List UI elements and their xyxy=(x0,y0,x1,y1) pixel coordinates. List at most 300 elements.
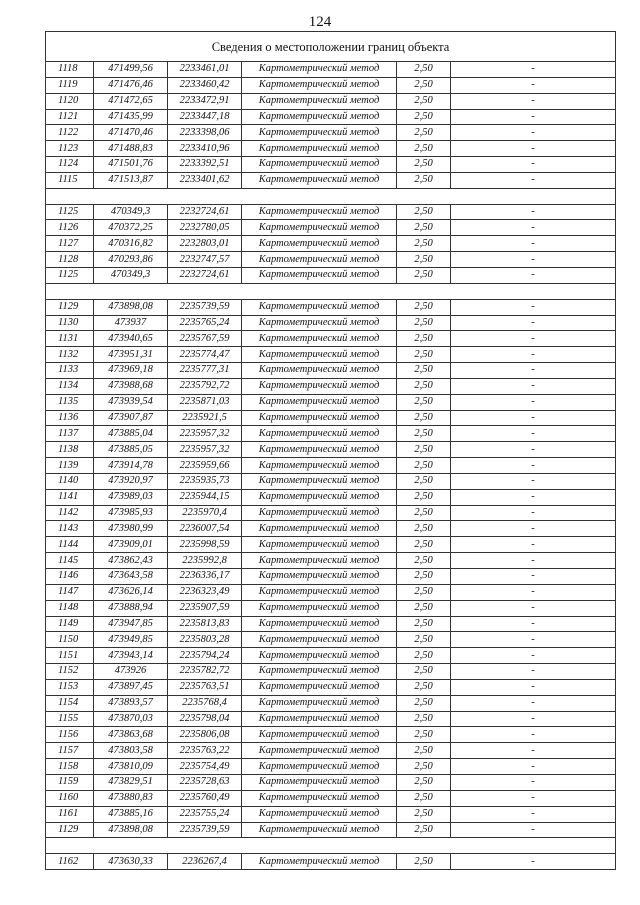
coord-x-cell: 473829,51 xyxy=(94,774,168,790)
table-row xyxy=(46,648,616,664)
table-row xyxy=(46,505,616,521)
coord-y-cell: 2235792,72 xyxy=(168,378,242,394)
method-cell: Картометрический метод xyxy=(242,378,397,394)
point-number-cell: 1129 xyxy=(46,299,94,315)
coord-x-cell: 471488,83 xyxy=(94,141,168,157)
coord-y-cell: 2236336,17 xyxy=(168,569,242,585)
coord-x-cell: 473893,57 xyxy=(94,695,168,711)
method-cell: Картометрический метод xyxy=(242,774,397,790)
coord-x-cell: 473643,58 xyxy=(94,569,168,585)
accuracy-cell: 2,50 xyxy=(397,854,451,870)
accuracy-cell: 2,50 xyxy=(397,252,451,268)
description-cell: - xyxy=(451,331,616,347)
accuracy-cell: 2,50 xyxy=(397,743,451,759)
point-number-cell: 1145 xyxy=(46,553,94,569)
point-number-cell: 1141 xyxy=(46,489,94,505)
table-row xyxy=(46,442,616,458)
point-number-cell: 1144 xyxy=(46,537,94,553)
description-cell: - xyxy=(451,553,616,569)
group-separator xyxy=(46,283,616,299)
description-cell: - xyxy=(451,458,616,474)
table-row xyxy=(46,806,616,822)
method-cell: Картометрический метод xyxy=(242,204,397,220)
method-cell: Картометрический метод xyxy=(242,553,397,569)
table-row xyxy=(46,537,616,553)
coord-y-cell: 2235739,59 xyxy=(168,299,242,315)
table-row xyxy=(46,93,616,109)
description-cell: - xyxy=(451,759,616,775)
point-number-cell: 1129 xyxy=(46,822,94,838)
boundary-table xyxy=(45,31,616,870)
description-cell: - xyxy=(451,584,616,600)
description-cell: - xyxy=(451,473,616,489)
coord-x-cell: 473951,31 xyxy=(94,347,168,363)
method-cell: Картометрический метод xyxy=(242,157,397,173)
table-row xyxy=(46,711,616,727)
description-cell: - xyxy=(451,378,616,394)
coord-x-cell: 471476,46 xyxy=(94,77,168,93)
table-row xyxy=(46,141,616,157)
point-number-cell: 1125 xyxy=(46,267,94,283)
coord-x-cell: 470316,82 xyxy=(94,236,168,252)
coord-x-cell: 470349,3 xyxy=(94,204,168,220)
accuracy-cell: 2,50 xyxy=(397,695,451,711)
method-cell: Картометрический метод xyxy=(242,458,397,474)
coord-x-cell: 471435,99 xyxy=(94,109,168,125)
point-number-cell: 1132 xyxy=(46,347,94,363)
coord-y-cell: 2235944,15 xyxy=(168,489,242,505)
coord-x-cell: 473940,65 xyxy=(94,331,168,347)
description-cell: - xyxy=(451,252,616,268)
description-cell: - xyxy=(451,806,616,822)
point-number-cell: 1162 xyxy=(46,854,94,870)
table-row xyxy=(46,854,616,870)
method-cell: Картометрический метод xyxy=(242,394,397,410)
point-number-cell: 1148 xyxy=(46,600,94,616)
accuracy-cell: 2,50 xyxy=(397,77,451,93)
accuracy-cell: 2,50 xyxy=(397,759,451,775)
method-cell: Картометрический метод xyxy=(242,521,397,537)
method-cell: Картометрический метод xyxy=(242,442,397,458)
point-number-cell: 1152 xyxy=(46,664,94,680)
point-number-cell: 1151 xyxy=(46,648,94,664)
point-number-cell: 1122 xyxy=(46,125,94,141)
coord-y-cell: 2235768,4 xyxy=(168,695,242,711)
point-number-cell: 1160 xyxy=(46,790,94,806)
table-row xyxy=(46,521,616,537)
coord-x-cell: 471513,87 xyxy=(94,172,168,188)
coord-y-cell: 2233398,06 xyxy=(168,125,242,141)
coord-x-cell: 471470,46 xyxy=(94,125,168,141)
table-row xyxy=(46,679,616,695)
coord-y-cell: 2235871,03 xyxy=(168,394,242,410)
method-cell: Картометрический метод xyxy=(242,489,397,505)
table-title: Сведения о местоположении границ объекта xyxy=(46,32,616,62)
accuracy-cell: 2,50 xyxy=(397,679,451,695)
accuracy-cell: 2,50 xyxy=(397,378,451,394)
accuracy-cell: 2,50 xyxy=(397,505,451,521)
coord-y-cell: 2232724,61 xyxy=(168,267,242,283)
method-cell: Картометрический метод xyxy=(242,679,397,695)
accuracy-cell: 2,50 xyxy=(397,426,451,442)
coord-y-cell: 2235777,31 xyxy=(168,363,242,379)
coord-x-cell: 473988,68 xyxy=(94,378,168,394)
description-cell: - xyxy=(451,267,616,283)
point-number-cell: 1126 xyxy=(46,220,94,236)
group-separator-row xyxy=(46,838,616,854)
coord-x-cell: 473803,58 xyxy=(94,743,168,759)
point-number-cell: 1135 xyxy=(46,394,94,410)
coord-x-cell: 470372,25 xyxy=(94,220,168,236)
point-number-cell: 1138 xyxy=(46,442,94,458)
table-header-row xyxy=(46,32,616,62)
table-row xyxy=(46,426,616,442)
table-row xyxy=(46,157,616,173)
point-number-cell: 1134 xyxy=(46,378,94,394)
method-cell: Картометрический метод xyxy=(242,267,397,283)
description-cell: - xyxy=(451,426,616,442)
group-separator-row xyxy=(46,188,616,204)
description-cell: - xyxy=(451,743,616,759)
description-cell: - xyxy=(451,854,616,870)
description-cell: - xyxy=(451,394,616,410)
coord-x-cell: 473909,01 xyxy=(94,537,168,553)
accuracy-cell: 2,50 xyxy=(397,141,451,157)
coord-x-cell: 473810,09 xyxy=(94,759,168,775)
coord-y-cell: 2233447,18 xyxy=(168,109,242,125)
accuracy-cell: 2,50 xyxy=(397,220,451,236)
coord-x-cell: 473989,03 xyxy=(94,489,168,505)
description-cell: - xyxy=(451,141,616,157)
method-cell: Картометрический метод xyxy=(242,299,397,315)
point-number-cell: 1136 xyxy=(46,410,94,426)
point-number-cell: 1153 xyxy=(46,679,94,695)
method-cell: Картометрический метод xyxy=(242,616,397,632)
coord-y-cell: 2236007,54 xyxy=(168,521,242,537)
method-cell: Картометрический метод xyxy=(242,172,397,188)
description-cell: - xyxy=(451,521,616,537)
coord-y-cell: 2235765,24 xyxy=(168,315,242,331)
accuracy-cell: 2,50 xyxy=(397,442,451,458)
point-number-cell: 1161 xyxy=(46,806,94,822)
method-cell: Картометрический метод xyxy=(242,331,397,347)
method-cell: Картометрический метод xyxy=(242,695,397,711)
accuracy-cell: 2,50 xyxy=(397,569,451,585)
method-cell: Картометрический метод xyxy=(242,743,397,759)
coord-x-cell: 473888,94 xyxy=(94,600,168,616)
accuracy-cell: 2,50 xyxy=(397,236,451,252)
description-cell: - xyxy=(451,822,616,838)
point-number-cell: 1154 xyxy=(46,695,94,711)
coord-y-cell: 2235806,08 xyxy=(168,727,242,743)
table-row xyxy=(46,616,616,632)
coord-y-cell: 2235728,63 xyxy=(168,774,242,790)
coord-x-cell: 473862,43 xyxy=(94,553,168,569)
description-cell: - xyxy=(451,299,616,315)
description-cell: - xyxy=(451,172,616,188)
accuracy-cell: 2,50 xyxy=(397,363,451,379)
point-number-cell: 1137 xyxy=(46,426,94,442)
coord-x-cell: 473947,85 xyxy=(94,616,168,632)
coord-y-cell: 2235739,59 xyxy=(168,822,242,838)
point-number-cell: 1118 xyxy=(46,62,94,78)
point-number-cell: 1121 xyxy=(46,109,94,125)
description-cell: - xyxy=(451,347,616,363)
table-row xyxy=(46,109,616,125)
method-cell: Картометрический метод xyxy=(242,505,397,521)
method-cell: Картометрический метод xyxy=(242,236,397,252)
description-cell: - xyxy=(451,695,616,711)
description-cell: - xyxy=(451,537,616,553)
point-number-cell: 1149 xyxy=(46,616,94,632)
method-cell: Картометрический метод xyxy=(242,426,397,442)
description-cell: - xyxy=(451,363,616,379)
coord-y-cell: 2235774,47 xyxy=(168,347,242,363)
point-number-cell: 1159 xyxy=(46,774,94,790)
coord-x-cell: 470293,86 xyxy=(94,252,168,268)
point-number-cell: 1157 xyxy=(46,743,94,759)
point-number-cell: 1128 xyxy=(46,252,94,268)
description-cell: - xyxy=(451,220,616,236)
table-row xyxy=(46,569,616,585)
table-row xyxy=(46,458,616,474)
point-number-cell: 1156 xyxy=(46,727,94,743)
method-cell: Картометрический метод xyxy=(242,632,397,648)
method-cell: Картометрический метод xyxy=(242,109,397,125)
point-number-cell: 1125 xyxy=(46,204,94,220)
accuracy-cell: 2,50 xyxy=(397,632,451,648)
accuracy-cell: 2,50 xyxy=(397,473,451,489)
coord-y-cell: 2235798,04 xyxy=(168,711,242,727)
point-number-cell: 1124 xyxy=(46,157,94,173)
description-cell: - xyxy=(451,632,616,648)
description-cell: - xyxy=(451,410,616,426)
coord-y-cell: 2235921,5 xyxy=(168,410,242,426)
method-cell: Картометрический метод xyxy=(242,727,397,743)
coord-x-cell: 473880,83 xyxy=(94,790,168,806)
point-number-cell: 1131 xyxy=(46,331,94,347)
method-cell: Картометрический метод xyxy=(242,315,397,331)
description-cell: - xyxy=(451,315,616,331)
table-row xyxy=(46,759,616,775)
coord-y-cell: 2235767,59 xyxy=(168,331,242,347)
table-row xyxy=(46,172,616,188)
method-cell: Картометрический метод xyxy=(242,93,397,109)
coord-y-cell: 2235935,73 xyxy=(168,473,242,489)
table-row xyxy=(46,315,616,331)
point-number-cell: 1130 xyxy=(46,315,94,331)
method-cell: Картометрический метод xyxy=(242,252,397,268)
coord-x-cell: 473907,87 xyxy=(94,410,168,426)
coord-y-cell: 2235970,4 xyxy=(168,505,242,521)
method-cell: Картометрический метод xyxy=(242,141,397,157)
table-row xyxy=(46,584,616,600)
description-cell: - xyxy=(451,711,616,727)
coord-y-cell: 2233401,62 xyxy=(168,172,242,188)
table-row xyxy=(46,822,616,838)
accuracy-cell: 2,50 xyxy=(397,267,451,283)
point-number-cell: 1123 xyxy=(46,141,94,157)
description-cell: - xyxy=(451,774,616,790)
table-row xyxy=(46,267,616,283)
accuracy-cell: 2,50 xyxy=(397,109,451,125)
coord-x-cell: 471501,76 xyxy=(94,157,168,173)
method-cell: Картометрический метод xyxy=(242,711,397,727)
table-row xyxy=(46,252,616,268)
accuracy-cell: 2,50 xyxy=(397,458,451,474)
accuracy-cell: 2,50 xyxy=(397,410,451,426)
coord-y-cell: 2232747,57 xyxy=(168,252,242,268)
point-number-cell: 1139 xyxy=(46,458,94,474)
accuracy-cell: 2,50 xyxy=(397,62,451,78)
coord-x-cell: 473914,78 xyxy=(94,458,168,474)
table-row xyxy=(46,62,616,78)
table-row xyxy=(46,410,616,426)
point-number-cell: 1119 xyxy=(46,77,94,93)
accuracy-cell: 2,50 xyxy=(397,648,451,664)
coord-y-cell: 2235803,28 xyxy=(168,632,242,648)
accuracy-cell: 2,50 xyxy=(397,125,451,141)
coord-x-cell: 473870,03 xyxy=(94,711,168,727)
table-row xyxy=(46,600,616,616)
accuracy-cell: 2,50 xyxy=(397,774,451,790)
group-separator-row xyxy=(46,283,616,299)
table-row xyxy=(46,743,616,759)
group-separator xyxy=(46,838,616,854)
description-cell: - xyxy=(451,790,616,806)
table-row xyxy=(46,220,616,236)
accuracy-cell: 2,50 xyxy=(397,537,451,553)
coord-y-cell: 2233410,96 xyxy=(168,141,242,157)
coord-x-cell: 473949,85 xyxy=(94,632,168,648)
description-cell: - xyxy=(451,125,616,141)
description-cell: - xyxy=(451,505,616,521)
coord-y-cell: 2235760,49 xyxy=(168,790,242,806)
method-cell: Картометрический метод xyxy=(242,220,397,236)
point-number-cell: 1150 xyxy=(46,632,94,648)
description-cell: - xyxy=(451,489,616,505)
point-number-cell: 1155 xyxy=(46,711,94,727)
description-cell: - xyxy=(451,569,616,585)
table-row xyxy=(46,473,616,489)
coord-y-cell: 2235763,22 xyxy=(168,743,242,759)
method-cell: Картометрический метод xyxy=(242,854,397,870)
table-row xyxy=(46,774,616,790)
coord-y-cell: 2235998,59 xyxy=(168,537,242,553)
table-row xyxy=(46,363,616,379)
coord-y-cell: 2236323,49 xyxy=(168,584,242,600)
table-row xyxy=(46,331,616,347)
coord-x-cell: 473898,08 xyxy=(94,822,168,838)
description-cell: - xyxy=(451,616,616,632)
coord-x-cell: 473863,68 xyxy=(94,727,168,743)
point-number-cell: 1158 xyxy=(46,759,94,775)
accuracy-cell: 2,50 xyxy=(397,790,451,806)
coord-x-cell: 473980,99 xyxy=(94,521,168,537)
accuracy-cell: 2,50 xyxy=(397,299,451,315)
method-cell: Картометрический метод xyxy=(242,125,397,141)
coord-x-cell: 470349,3 xyxy=(94,267,168,283)
coord-y-cell: 2235957,32 xyxy=(168,426,242,442)
accuracy-cell: 2,50 xyxy=(397,822,451,838)
accuracy-cell: 2,50 xyxy=(397,93,451,109)
coord-x-cell: 471499,56 xyxy=(94,62,168,78)
table-row xyxy=(46,125,616,141)
table-row xyxy=(46,489,616,505)
accuracy-cell: 2,50 xyxy=(397,616,451,632)
table-row xyxy=(46,727,616,743)
table-row xyxy=(46,553,616,569)
point-number-cell: 1146 xyxy=(46,569,94,585)
description-cell: - xyxy=(451,648,616,664)
coord-x-cell: 473939,54 xyxy=(94,394,168,410)
coord-x-cell: 473985,93 xyxy=(94,505,168,521)
accuracy-cell: 2,50 xyxy=(397,521,451,537)
coord-y-cell: 2235755,24 xyxy=(168,806,242,822)
coord-y-cell: 2233460,42 xyxy=(168,77,242,93)
accuracy-cell: 2,50 xyxy=(397,204,451,220)
coord-y-cell: 2232780,05 xyxy=(168,220,242,236)
coord-y-cell: 2235959,66 xyxy=(168,458,242,474)
method-cell: Картометрический метод xyxy=(242,569,397,585)
description-cell: - xyxy=(451,664,616,680)
accuracy-cell: 2,50 xyxy=(397,664,451,680)
coord-x-cell: 473885,04 xyxy=(94,426,168,442)
point-number-cell: 1140 xyxy=(46,473,94,489)
table-row xyxy=(46,299,616,315)
table-row xyxy=(46,378,616,394)
accuracy-cell: 2,50 xyxy=(397,806,451,822)
accuracy-cell: 2,50 xyxy=(397,711,451,727)
point-number-cell: 1147 xyxy=(46,584,94,600)
method-cell: Картометрический метод xyxy=(242,759,397,775)
coord-y-cell: 2235813,83 xyxy=(168,616,242,632)
coord-x-cell: 473885,16 xyxy=(94,806,168,822)
table-body xyxy=(46,32,616,870)
coord-y-cell: 2235957,32 xyxy=(168,442,242,458)
point-number-cell: 1120 xyxy=(46,93,94,109)
coord-x-cell: 473920,97 xyxy=(94,473,168,489)
table-row xyxy=(46,347,616,363)
table-row xyxy=(46,204,616,220)
coord-x-cell: 473969,18 xyxy=(94,363,168,379)
method-cell: Картометрический метод xyxy=(242,363,397,379)
method-cell: Картометрический метод xyxy=(242,347,397,363)
table-row xyxy=(46,790,616,806)
accuracy-cell: 2,50 xyxy=(397,489,451,505)
method-cell: Картометрический метод xyxy=(242,410,397,426)
accuracy-cell: 2,50 xyxy=(397,394,451,410)
coord-x-cell: 473626,14 xyxy=(94,584,168,600)
method-cell: Картометрический метод xyxy=(242,790,397,806)
description-cell: - xyxy=(451,157,616,173)
accuracy-cell: 2,50 xyxy=(397,315,451,331)
method-cell: Картометрический метод xyxy=(242,537,397,553)
description-cell: - xyxy=(451,93,616,109)
coord-y-cell: 2235907,59 xyxy=(168,600,242,616)
method-cell: Картометрический метод xyxy=(242,600,397,616)
coord-x-cell: 473937 xyxy=(94,315,168,331)
method-cell: Картометрический метод xyxy=(242,77,397,93)
coord-x-cell: 473885,05 xyxy=(94,442,168,458)
coord-x-cell: 473926 xyxy=(94,664,168,680)
coord-x-cell: 471472,65 xyxy=(94,93,168,109)
accuracy-cell: 2,50 xyxy=(397,584,451,600)
method-cell: Картометрический метод xyxy=(242,648,397,664)
method-cell: Картометрический метод xyxy=(242,806,397,822)
coord-x-cell: 473943,14 xyxy=(94,648,168,664)
description-cell: - xyxy=(451,600,616,616)
